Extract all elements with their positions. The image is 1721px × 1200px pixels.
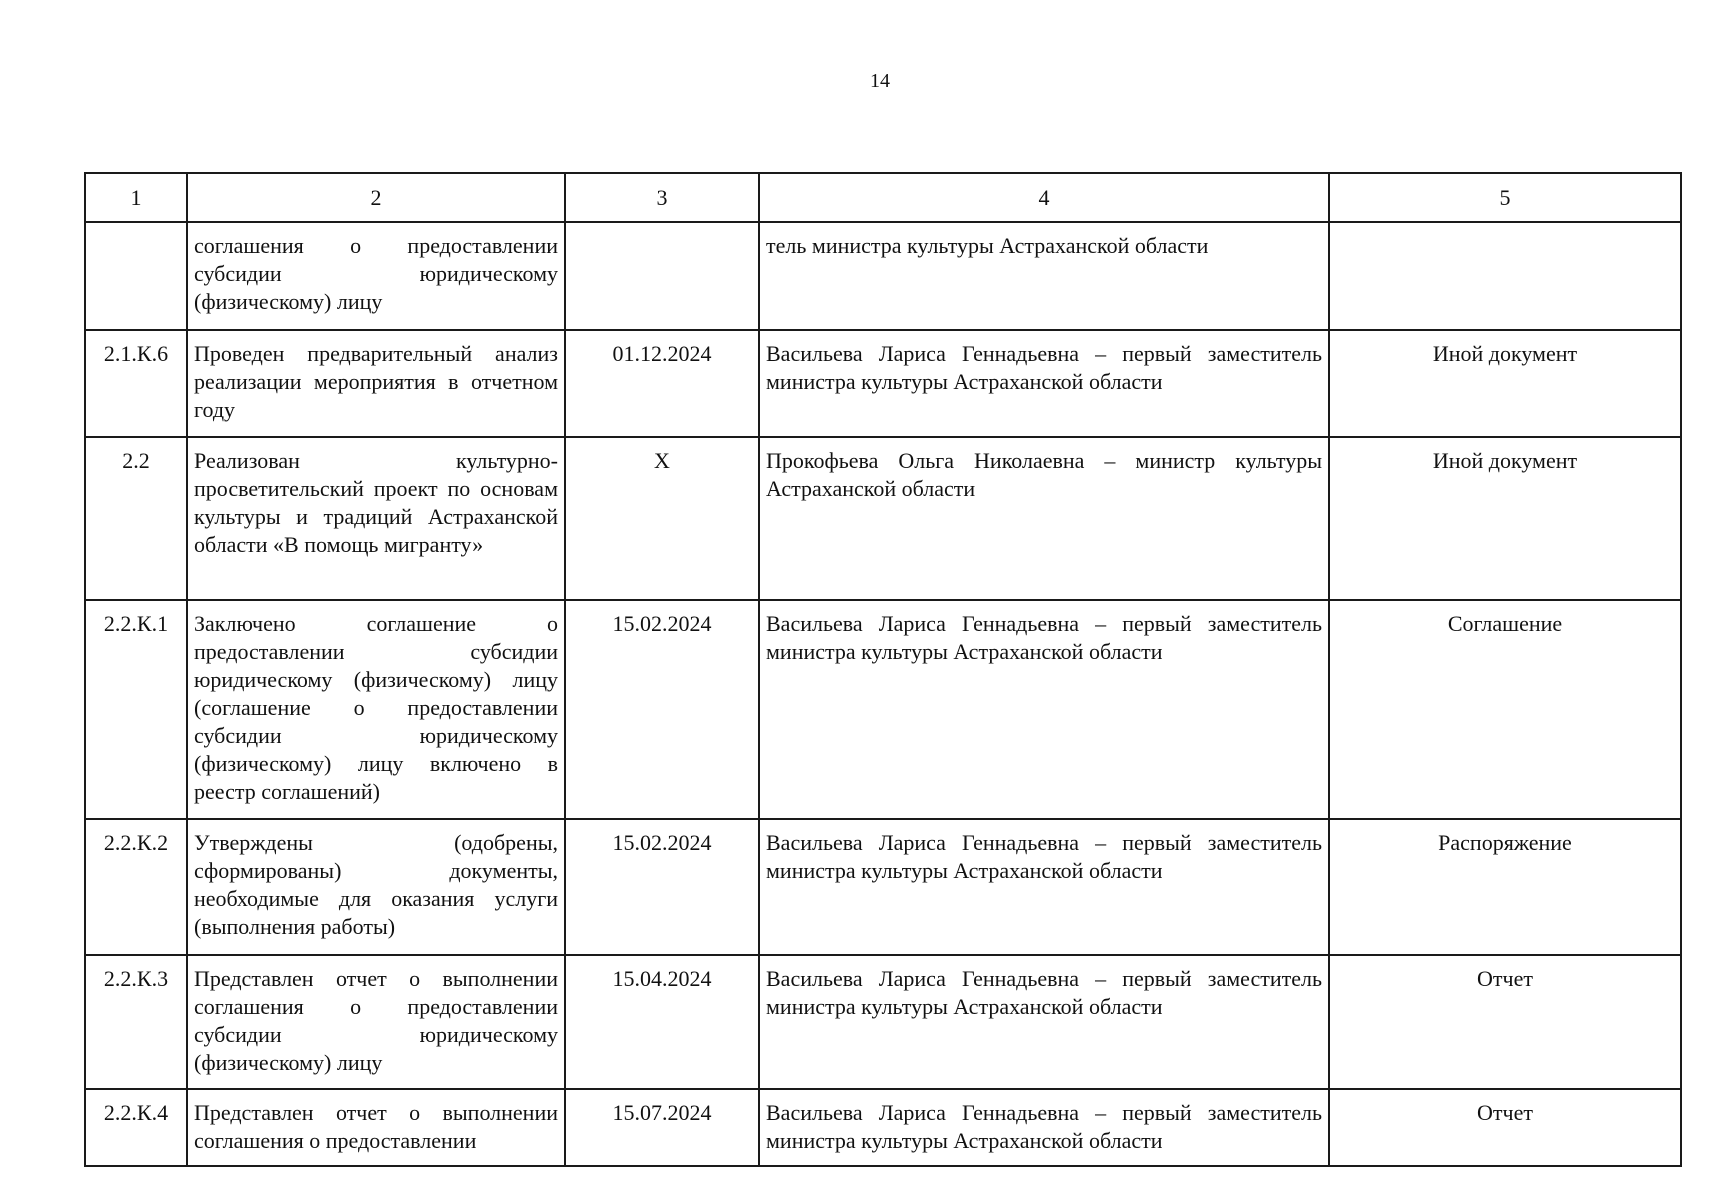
table-row — [85, 222, 1681, 330]
row-date — [565, 222, 759, 330]
row-document-type: Иной документ — [1329, 437, 1681, 600]
row-document-type: Отчет — [1329, 1089, 1681, 1166]
row-responsible: тель министра культуры Астраханской области — [759, 222, 1329, 330]
table-row — [85, 437, 1681, 600]
row-number: 2.2.К.2 — [85, 819, 187, 955]
plan-table — [84, 172, 1682, 1167]
row-responsible: Васильева Лариса Геннадьевна – первый заместитель министра культуры Астраханской области — [759, 330, 1329, 437]
row-responsible: Васильева Лариса Геннадьевна – первый заместитель министра культуры Астраханской области — [759, 600, 1329, 819]
row-number — [85, 222, 187, 330]
row-description: Утверждены (одобрены, сформированы) документы, необходимые для оказания услуги (выполнения работы) — [187, 819, 565, 955]
header-cell-4: 4 — [759, 173, 1329, 222]
row-description: соглашения о предоставлении субсидии юридическому (физическому) лицу — [187, 222, 565, 330]
header-cell-5: 5 — [1329, 173, 1681, 222]
row-number: 2.2.К.4 — [85, 1089, 187, 1166]
row-description: Заключено соглашение о предоставлении субсидии юридическому (физическому) лицу (соглашение о предоставлении субсидии юридическому (физическому) лицу включено в реестр соглашений) — [187, 600, 565, 819]
header-row — [85, 173, 1681, 222]
table-row — [85, 1089, 1681, 1166]
row-document-type — [1329, 222, 1681, 330]
page-number: 14 — [870, 70, 890, 92]
row-date: 15.07.2024 — [565, 1089, 759, 1166]
row-date: Х — [565, 437, 759, 600]
header-cell-3: 3 — [565, 173, 759, 222]
row-description: Проведен предварительный анализ реализации мероприятия в отчетном году — [187, 330, 565, 437]
row-document-type: Отчет — [1329, 955, 1681, 1089]
row-document-type: Соглашение — [1329, 600, 1681, 819]
row-responsible: Васильева Лариса Геннадьевна – первый заместитель министра культуры Астраханской области — [759, 1089, 1329, 1166]
header-cell-2: 2 — [187, 173, 565, 222]
row-number: 2.2 — [85, 437, 187, 600]
row-date: 01.12.2024 — [565, 330, 759, 437]
row-responsible: Прокофьева Ольга Николаевна – министр культуры Астраханской области — [759, 437, 1329, 600]
row-description: Представлен отчет о выполнении соглашения о предоставлении — [187, 1089, 565, 1166]
row-number: 2.2.К.1 — [85, 600, 187, 819]
header-cell-1: 1 — [85, 173, 187, 222]
row-document-type: Иной документ — [1329, 330, 1681, 437]
row-number: 2.2.К.3 — [85, 955, 187, 1089]
row-date: 15.02.2024 — [565, 819, 759, 955]
row-responsible: Васильева Лариса Геннадьевна – первый заместитель министра культуры Астраханской области — [759, 955, 1329, 1089]
table-row — [85, 600, 1681, 819]
row-document-type: Распоряжение — [1329, 819, 1681, 955]
row-date: 15.02.2024 — [565, 600, 759, 819]
row-description: Представлен отчет о выполнении соглашения о предоставлении субсидии юридическому (физическому) лицу — [187, 955, 565, 1089]
row-responsible: Васильева Лариса Геннадьевна – первый заместитель министра культуры Астраханской области — [759, 819, 1329, 955]
table-row — [85, 330, 1681, 437]
row-description: Реализован культурно-просветительский проект по основам культуры и традиций Астраханской области «В помощь мигранту» — [187, 437, 565, 600]
table-row — [85, 819, 1681, 955]
row-number: 2.1.К.6 — [85, 330, 187, 437]
table-row — [85, 955, 1681, 1089]
row-date: 15.04.2024 — [565, 955, 759, 1089]
